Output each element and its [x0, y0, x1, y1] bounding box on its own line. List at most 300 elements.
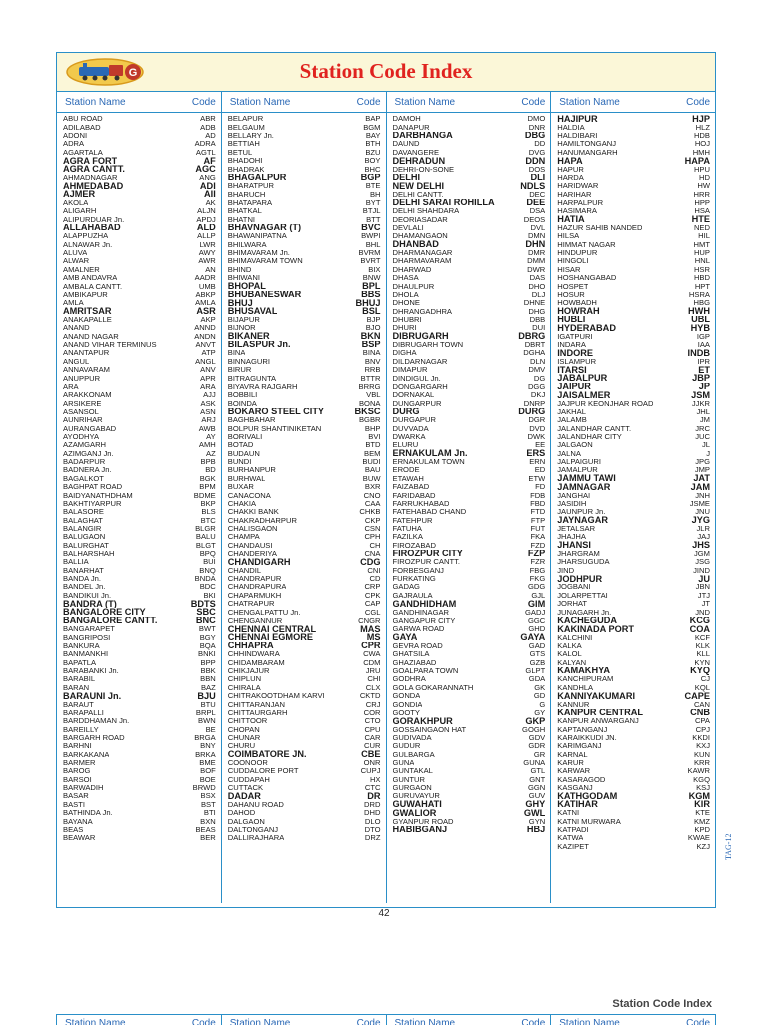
- station-name: ANNAVARAM: [63, 366, 110, 375]
- station-name: DORNAKAL: [392, 391, 435, 400]
- station-row: [557, 750, 710, 758]
- station-row: [63, 650, 216, 658]
- station-name: KALCHINI: [557, 633, 593, 642]
- station-name: BHAGALPUR: [227, 173, 287, 182]
- station-name: BALLIA: [63, 558, 89, 567]
- station-name: ARSIKERE: [63, 399, 102, 408]
- station-name: ANGUL: [63, 357, 90, 366]
- station-name: DUNGARPUR: [392, 399, 442, 408]
- station-row: [393, 165, 546, 173]
- station-code: GYN: [528, 817, 546, 826]
- station-name: BARAN: [63, 683, 90, 692]
- station-name: JHANSI: [557, 541, 591, 550]
- station-row: [63, 717, 216, 725]
- station-code: INDB: [687, 349, 710, 358]
- station-name: DHARMAVARAM: [392, 257, 452, 266]
- code-header: Code: [356, 1018, 381, 1025]
- station-name: BAPATLA: [63, 658, 97, 667]
- station-code: AK: [205, 198, 216, 207]
- station-name: CHANDRAPUR: [227, 575, 282, 584]
- station-name: HATIA: [557, 215, 585, 224]
- station-name: BANDRA (T): [63, 599, 117, 609]
- station-name: JALGAON: [557, 441, 593, 450]
- station-name: ABU ROAD: [63, 115, 103, 124]
- station-name: CHANDERIYA: [227, 550, 277, 559]
- station-row: [557, 583, 710, 591]
- station-name: ELURU: [392, 441, 419, 450]
- station-name: GULBARGA: [392, 750, 435, 759]
- station-name: JANGHAI: [557, 491, 591, 500]
- station-name: BANGRIPOSI: [63, 633, 111, 642]
- station-code: HJP: [692, 115, 710, 124]
- station-name: GONDIA: [392, 700, 423, 709]
- station-name: DWARKA: [392, 433, 426, 442]
- station-name: BARGARH ROAD: [63, 733, 125, 742]
- station-row: [228, 316, 381, 324]
- station-row: [557, 265, 710, 273]
- station-name: BANGARAPET: [63, 625, 115, 634]
- station-name: ANUPPUR: [63, 374, 101, 383]
- station-code: BSL: [362, 307, 381, 316]
- station-code: DWK: [527, 432, 546, 442]
- station-code: BME: [199, 758, 216, 768]
- station-name: BHIWANI: [227, 274, 260, 283]
- station-name: AMBALA CANTT.: [63, 282, 123, 291]
- station-row: [63, 257, 216, 265]
- station-code: KSJ: [696, 783, 710, 793]
- station-row: [557, 366, 710, 374]
- station-name: KANNUR: [557, 700, 590, 709]
- station-name: ALWAR: [63, 257, 90, 266]
- station-code: BTT: [366, 215, 381, 224]
- station-name: KANCHIPURAM: [557, 675, 614, 684]
- station-row: [557, 650, 710, 658]
- station-row: [63, 433, 216, 441]
- station-name: DAMOH: [392, 115, 421, 124]
- station-code: KQL: [694, 683, 710, 692]
- station-name: JOGBANI: [557, 583, 591, 592]
- station-code: GOGH: [522, 725, 546, 734]
- station-code: BHC: [364, 165, 381, 174]
- station-row: [557, 324, 710, 332]
- station-row: [63, 466, 216, 474]
- station-row: [557, 299, 710, 307]
- station-row: [63, 759, 216, 767]
- station-name: AGRA FORT: [63, 156, 118, 166]
- station-code: DEOS: [523, 215, 546, 224]
- station-code: KCF: [694, 633, 710, 642]
- station-code: HMT: [693, 240, 710, 249]
- station-code: DLI: [530, 173, 546, 182]
- station-name: FARRUKHABAD: [392, 499, 450, 508]
- station-name: GURGAON: [392, 784, 432, 793]
- station-code: ADI: [199, 181, 216, 191]
- station-name: BHADRAK: [227, 165, 265, 174]
- station-name: KASARAGOD: [557, 775, 606, 784]
- station-name: JALNA: [557, 449, 581, 458]
- station-row: [228, 784, 381, 792]
- station-name: CHANDIL: [227, 566, 262, 575]
- station-name: DILDARNAGAR: [392, 357, 448, 366]
- station-name: KAZIPET: [557, 842, 589, 851]
- station-name: GURUVAYUR: [392, 792, 440, 801]
- station-name: BARKAKANA: [63, 750, 110, 759]
- station-name: BOINDA: [227, 399, 257, 408]
- station-row: [393, 633, 546, 641]
- station-row: [63, 408, 216, 416]
- station-code: AD: [205, 131, 216, 141]
- station-name: KATHGODAM: [557, 792, 618, 801]
- station-name: BHARATPUR: [227, 182, 275, 191]
- station-name: HAZUR SAHIB NANDED: [557, 224, 643, 233]
- station-name: DARBHANGA: [392, 131, 453, 141]
- station-code: DHN: [525, 240, 546, 249]
- station-code: HNL: [694, 257, 710, 266]
- station-code: CDG: [360, 558, 381, 567]
- station-name: HOSHANGABAD: [557, 274, 617, 283]
- station-name: BARDDHAMAN Jn.: [63, 717, 130, 726]
- station-name: BAGHBAHAR: [227, 416, 276, 425]
- station-row: [63, 667, 216, 675]
- station-row: [557, 224, 710, 232]
- station-row: [557, 132, 710, 140]
- station-code: BZU: [365, 148, 381, 157]
- station-name: HISAR: [557, 265, 581, 274]
- station-row: [228, 132, 381, 140]
- station-name: BOLPUR SHANTINIKETAN: [227, 424, 322, 433]
- station-name: GANDHINAGAR: [392, 608, 450, 617]
- station-name: DADAR: [227, 792, 261, 801]
- station-row: [63, 566, 216, 574]
- station-name: GARWA ROAD: [392, 625, 445, 634]
- station-code: BGP: [360, 173, 381, 182]
- station-row: [63, 132, 216, 140]
- station-row: [557, 483, 710, 491]
- station-row: [557, 190, 710, 198]
- station-row: [228, 299, 381, 307]
- code-header: Code: [521, 96, 546, 108]
- station-name: DAVANGERE: [392, 148, 440, 157]
- station-row: [228, 207, 381, 215]
- station-name: ETAWAH: [392, 474, 424, 483]
- station-row: [228, 550, 381, 558]
- station-row: [557, 834, 710, 842]
- station-name: GODHRA: [392, 675, 426, 684]
- station-row: [63, 800, 216, 808]
- station-row: [63, 792, 216, 800]
- station-row: [557, 140, 710, 148]
- station-row: [228, 692, 381, 700]
- station-row: [393, 474, 546, 482]
- station-row: [393, 123, 546, 131]
- station-name: FATEHABAD CHAND: [392, 508, 467, 517]
- station-code: CAN: [693, 700, 710, 709]
- station-row: [228, 249, 381, 257]
- station-row: [63, 617, 216, 625]
- station-row: [63, 675, 216, 683]
- station-name: BAREILLY: [63, 725, 99, 734]
- station-name: FARIDABAD: [392, 491, 436, 500]
- station-row: [393, 784, 546, 792]
- station-name: DAHOD: [227, 809, 256, 818]
- station-name: DAHANU ROAD: [227, 800, 284, 809]
- station-name: BANDIKUI Jn.: [63, 591, 112, 600]
- station-row: [393, 658, 546, 666]
- station-row: [557, 307, 710, 315]
- station-row: [228, 650, 381, 658]
- station-code: BDME: [193, 491, 216, 500]
- station-row: [557, 433, 710, 441]
- station-code: ETW: [528, 474, 546, 483]
- station-row: [557, 575, 710, 583]
- station-code: BNW: [362, 273, 381, 283]
- station-name: BADNERA Jn.: [63, 466, 112, 475]
- next-page-header: [56, 1014, 716, 1025]
- station-name: KANDHLA: [557, 683, 594, 692]
- station-name: ASANSOL: [63, 407, 99, 416]
- station-code: KZJ: [696, 842, 710, 851]
- station-name: CHAKKI BANK: [227, 508, 279, 517]
- station-name: CHAMPA: [227, 533, 260, 542]
- station-name: BETUL: [227, 148, 253, 157]
- station-row: [557, 165, 710, 173]
- station-name: BANDEL Jn.: [63, 583, 106, 592]
- station-row: [63, 817, 216, 825]
- station-name-header: Station Name: [394, 96, 456, 108]
- station-row: [393, 408, 546, 416]
- station-row: [393, 759, 546, 767]
- station-row: [63, 449, 216, 457]
- station-row: [228, 809, 381, 817]
- station-row: [393, 466, 546, 474]
- station-row: [557, 424, 710, 432]
- station-code: DR: [367, 792, 381, 801]
- station-row: [228, 399, 381, 407]
- station-row: [228, 525, 381, 533]
- station-row: [557, 633, 710, 641]
- station-code: JGM: [693, 549, 710, 559]
- station-row: [393, 767, 546, 775]
- station-code: ANDN: [194, 332, 216, 341]
- station-code: DBRT: [524, 340, 546, 350]
- station-code: BNKI: [198, 650, 216, 659]
- station-code: JSME: [689, 499, 710, 508]
- station-row: [63, 224, 216, 232]
- station-row: [63, 483, 216, 491]
- station-code: BVRT: [360, 257, 381, 266]
- station-row: [393, 566, 546, 574]
- station-name: JAYNAGAR: [557, 516, 608, 525]
- station-code: KIR: [694, 800, 710, 809]
- station-code: RRB: [364, 365, 381, 375]
- station-code: SBC: [196, 608, 216, 617]
- station-name: BHATNI: [227, 215, 256, 224]
- station-code: JBN: [695, 583, 710, 592]
- station-name: HALDIBARI: [557, 132, 598, 141]
- station-row: [63, 140, 216, 148]
- station-code: ANV: [200, 365, 216, 375]
- station-code: BJU: [197, 691, 216, 701]
- station-row: [63, 658, 216, 666]
- station-code: HSA: [694, 206, 710, 216]
- station-name: JHARGRAM: [557, 550, 600, 559]
- station-code: HAPA: [684, 156, 710, 166]
- station-row: [228, 683, 381, 691]
- station-row: [557, 148, 710, 156]
- station-row: [557, 683, 710, 691]
- station-code: BBS: [361, 290, 381, 299]
- station-code: BNQ: [199, 566, 216, 575]
- station-code: FTD: [530, 507, 546, 517]
- station-code: JND: [695, 608, 710, 617]
- station-code: UBL: [691, 315, 710, 324]
- station-name: HARPALPUR: [557, 198, 604, 207]
- station-code: DVD: [529, 424, 546, 433]
- station-name: BAGALKOT: [63, 474, 104, 483]
- station-row: [63, 165, 216, 173]
- station-row: [557, 767, 710, 775]
- station-name: ERNAKULAM Jn.: [392, 449, 468, 458]
- station-code: J: [706, 449, 710, 458]
- station-name: JODHPUR: [557, 574, 603, 584]
- station-name: ALLAHABAD: [63, 223, 121, 233]
- station-row: [228, 190, 381, 198]
- station-code: ERN: [529, 457, 546, 467]
- station-code: IPR: [697, 357, 710, 366]
- station-row: [557, 700, 710, 708]
- station-name: GAYA: [392, 633, 418, 642]
- column-3: [387, 92, 552, 903]
- page-number: 42: [378, 908, 390, 919]
- station-code: ALLP: [197, 232, 216, 241]
- station-name: HABIBGANJ: [392, 825, 448, 834]
- station-name: AMALNER: [63, 265, 100, 274]
- station-row: [393, 550, 546, 558]
- station-name-header: Station Name: [559, 96, 620, 108]
- station-name: BARAUT: [63, 700, 94, 709]
- station-name: GUNA: [392, 759, 415, 768]
- station-row: [228, 566, 381, 574]
- station-name: KATIHAR: [557, 800, 598, 809]
- station-row: [228, 240, 381, 248]
- station-row: [557, 257, 710, 265]
- station-code: BXN: [200, 817, 216, 826]
- station-name: ALIPURDUAR Jn.: [63, 215, 125, 224]
- station-code: BAZ: [200, 683, 216, 692]
- station-name: KARAIKKUDI JN.: [557, 733, 617, 742]
- station-code: JNU: [695, 507, 710, 517]
- station-row: [393, 826, 546, 834]
- station-row: [63, 591, 216, 599]
- station-row: [63, 625, 216, 633]
- station-name: HAJIPUR: [557, 115, 598, 124]
- station-code: AWB: [198, 424, 216, 433]
- station-row: [228, 700, 381, 708]
- station-code: BYT: [365, 198, 381, 207]
- station-row: [228, 483, 381, 491]
- station-name: BALHARSHAH: [63, 550, 115, 559]
- station-code: BINA: [362, 349, 381, 358]
- station-row: [557, 591, 710, 599]
- station-code: BVRM: [358, 248, 381, 258]
- station-code: DRZ: [364, 833, 381, 843]
- station-code: JIND: [693, 566, 710, 575]
- station-name: CHAPARMUKH: [227, 591, 282, 600]
- station-code: AWR: [198, 257, 216, 266]
- station-code: CUPJ: [360, 767, 381, 776]
- station-row: [393, 458, 546, 466]
- station-code: KRR: [693, 758, 710, 768]
- station-code: KKDI: [692, 733, 710, 742]
- station-row: [63, 307, 216, 315]
- station-row: [393, 357, 546, 365]
- station-code: HX: [369, 775, 381, 784]
- station-row: [393, 734, 546, 742]
- station-name: DALTONGANJ: [227, 825, 279, 834]
- station-row: [63, 767, 216, 775]
- station-code: BTJL: [362, 206, 381, 216]
- station-code: JSG: [695, 558, 710, 567]
- station-code: BQA: [199, 641, 216, 650]
- station-row: [393, 140, 546, 148]
- station-row: [228, 516, 381, 524]
- station-name: BIJNOR: [227, 324, 256, 333]
- station-code: JAM: [690, 482, 710, 492]
- station-name: HARDA: [557, 173, 584, 182]
- station-name: GUDIVADA: [392, 733, 432, 742]
- station-row: [557, 667, 710, 675]
- station-code: CAA: [364, 499, 381, 508]
- station-row: [63, 775, 216, 783]
- station-code: BGK: [199, 474, 216, 483]
- station-name: BAGHPAT ROAD: [63, 483, 123, 492]
- station-row: [63, 633, 216, 641]
- station-code: GHD: [528, 624, 546, 634]
- station-name: KARUR: [557, 759, 584, 768]
- station-row: [557, 525, 710, 533]
- station-name: JALPAIGURI: [557, 458, 601, 467]
- station-code: KYN: [694, 658, 710, 667]
- station-code: BJP: [366, 315, 381, 324]
- station-row: [557, 441, 710, 449]
- station-row: [393, 424, 546, 432]
- station-name: FURKATING: [392, 575, 436, 584]
- title-banner: [57, 53, 715, 92]
- station-row: [228, 324, 381, 332]
- station-row: [393, 700, 546, 708]
- station-name: KALYAN: [557, 658, 587, 667]
- station-code: BNDA: [194, 574, 216, 584]
- station-name: HASIMARA: [557, 207, 597, 216]
- station-code: CTO: [364, 716, 381, 726]
- station-name: GADAG: [392, 583, 420, 592]
- station-code: HOJ: [694, 140, 710, 149]
- station-code: KLK: [695, 641, 710, 650]
- station-row: [557, 550, 710, 558]
- station-code: KLL: [696, 650, 710, 659]
- station-name: BAKHTIYARPUR: [63, 499, 122, 508]
- station-row: [228, 725, 381, 733]
- station-code: CPK: [364, 591, 381, 600]
- station-name: BITRAGUNTA: [227, 374, 277, 383]
- station-row: [228, 792, 381, 800]
- station-row: [63, 742, 216, 750]
- station-code: CPH: [364, 532, 381, 542]
- station-row: [228, 667, 381, 675]
- next-page-title: Station Code Index: [612, 998, 712, 1010]
- station-name: BHIMAVARAM Jn.: [227, 249, 290, 258]
- station-code: DNR: [528, 123, 546, 132]
